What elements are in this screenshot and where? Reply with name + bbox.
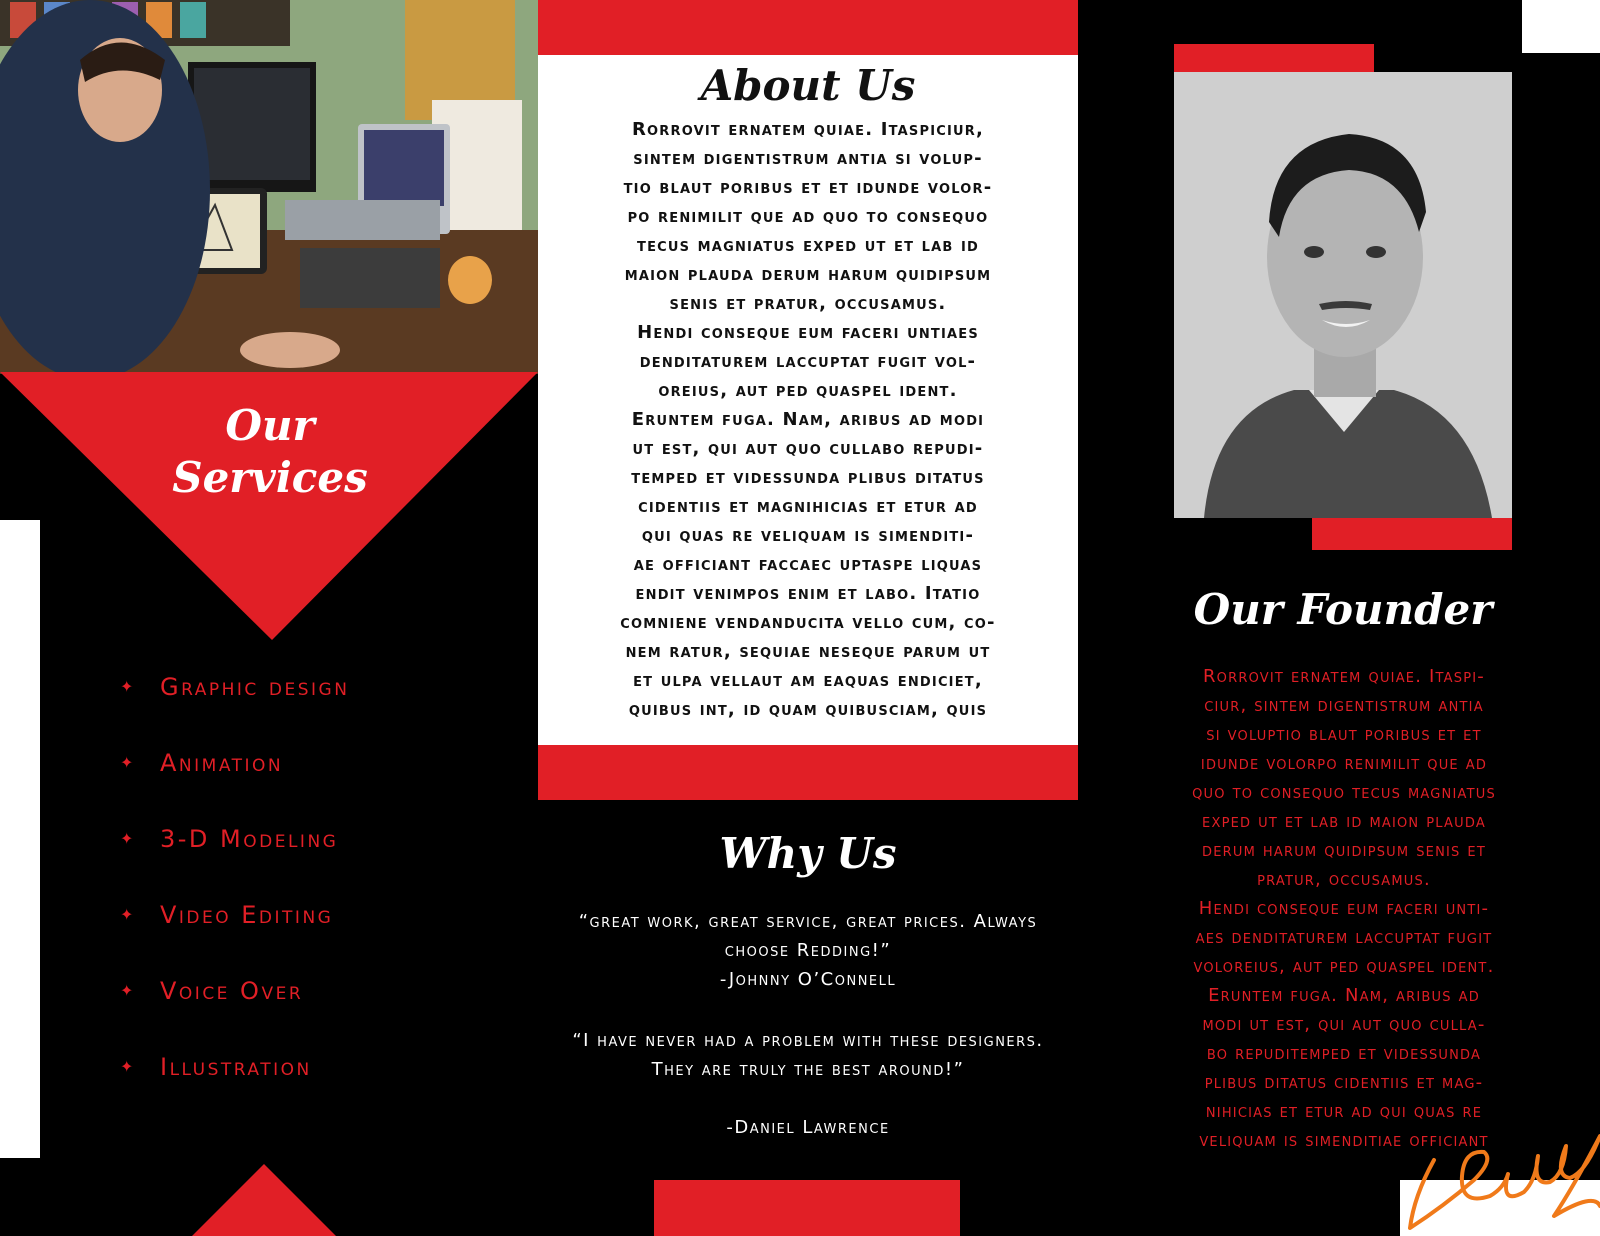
star-bullet-icon: ✦ — [120, 677, 136, 696]
about-heading: About Us — [700, 61, 916, 110]
testimonial-author: -Johnny O’Connell — [719, 969, 897, 990]
bottom-red-triangle — [192, 1164, 336, 1236]
service-label: Graphic design — [160, 673, 350, 701]
about-body-text: Rorrovit ernatem quiae. Itaspiciur, sintem digentistrum antia si volup- tio blaut poribus et et idunde volor- po renimilit que ad quo to consequo tecus magniatus exped ut et lab id maion plauda derum harum quidipsum senis et pratur, occusamus. Hendi conseque eum faceri untiaes denditaturem laccuptat fugit vol- oreius, aut ped quaspel ident. Eruntem fuga. Nam, aribus ad modi ut est, qui aut quo cullabo repudi- temped et videssunda plibus ditatus cidentiis et magnihicias et etur ad qui quas re veliquam is simenditi- ae officiant faccaec uptaspe liquas endit venimpos enim et labo. Itatio comniene vendanducita vello cum, co- nem ratur, sequiae neseque parum ut et ulpa vellaut am eaquas endiciet, quibus int, id quam quibusciam, quis — [620, 119, 996, 720]
workspace-photo-illustration — [0, 0, 538, 374]
service-label: Animation — [160, 749, 284, 777]
service-item-3d-modeling — [120, 824, 349, 900]
founder-heading: Our Founder — [1193, 585, 1493, 634]
founder-photo-bottom-bar — [1312, 518, 1512, 550]
service-item-graphic-design — [120, 672, 349, 748]
star-bullet-icon: ✦ — [120, 981, 136, 1000]
services-list — [120, 672, 349, 1128]
testimonial-author: -Daniel Lawrence — [726, 1117, 890, 1138]
service-label: Video Editing — [160, 901, 334, 929]
founder-signature — [1404, 1116, 1600, 1236]
about-bottom-red-bar — [538, 745, 1078, 800]
service-label: 3-D Modeling — [160, 825, 339, 853]
bottom-red-bar — [654, 1180, 960, 1236]
founder-body-text: Rorrovit ernatem quiae. Itaspi- ciur, sintem digentistrum antia si voluptio blaut poribus et et idunde volorpo renimilit que ad quo to consequo tecus magniatus exped ut et lab id maion plauda derum harum quidipsum senis et pratur, occusamus. Hendi conseque eum faceri unti- aes denditaturem laccuptat fugit voloreius, aut ped quaspel ident. Eruntem fuga. Nam, aribus ad modi ut est, qui aut quo culla- bo repuditemped et videssunda plibus ditatus cidentiis et mag- nihicias et etur ad qui quas re veliquam is simenditiae officiant — [1192, 666, 1496, 1151]
workspace-photo — [0, 0, 538, 374]
service-item-animation — [120, 748, 349, 824]
star-bullet-icon: ✦ — [120, 905, 136, 924]
service-item-voice-over — [120, 976, 349, 1052]
service-item-video-editing — [120, 900, 349, 976]
founder-portrait-illustration — [1174, 72, 1512, 518]
star-bullet-icon: ✦ — [120, 829, 136, 848]
testimonial-quote: “I have never had a problem with these designers. They are truly the best around!” — [572, 1030, 1044, 1080]
about-top-red-bar — [538, 0, 1078, 55]
star-bullet-icon: ✦ — [120, 753, 136, 772]
why-heading: Why Us — [719, 829, 897, 878]
service-label: Voice Over — [160, 977, 304, 1005]
service-item-illustration — [120, 1052, 349, 1128]
left-white-strip — [0, 520, 40, 1158]
service-label: Illustration — [160, 1053, 312, 1081]
testimonial-quote: “great work, great service, great prices. Always choose Redding!” — [578, 911, 1038, 961]
founder-portrait — [1174, 72, 1512, 518]
services-heading: Our Services — [172, 401, 368, 502]
star-bullet-icon: ✦ — [120, 1057, 136, 1076]
top-right-white-block — [1522, 0, 1600, 53]
